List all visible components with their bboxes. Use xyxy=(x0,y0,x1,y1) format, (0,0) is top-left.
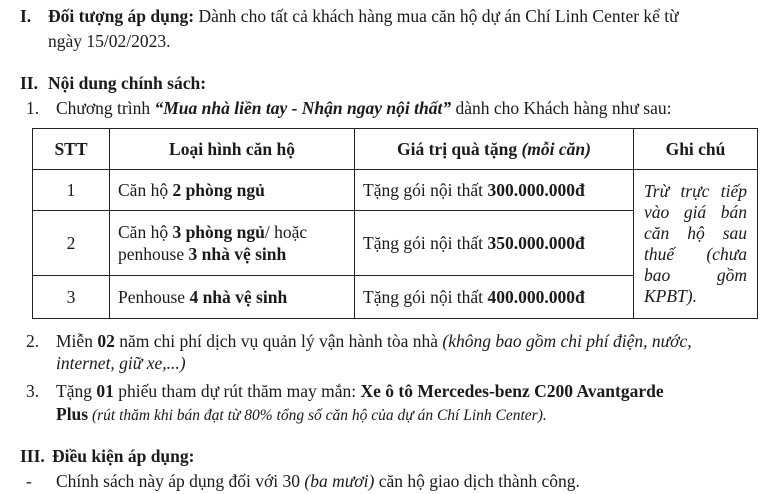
section-1-line1 xyxy=(48,5,679,27)
section-3-heading xyxy=(20,445,45,467)
item-3-line2 xyxy=(56,403,547,427)
section-2-title: Nội dung chính sách: xyxy=(48,73,207,93)
item-3-prize: Xe ô tô Mercedes-benz C200 Avantgarde xyxy=(360,381,664,401)
section-3-italic: (ba mươi) xyxy=(304,471,375,491)
row-1-value-pre: Tặng gói nội thất xyxy=(363,180,488,200)
item-3-mid: phiếu tham dự rút thăm may mắn: xyxy=(113,381,361,401)
section-1-text: Dành cho tất cả khách hàng mua căn hộ dự án Chí Linh Center kể từ xyxy=(194,6,679,26)
section-2-number: II. xyxy=(20,73,38,93)
item-2-line2 xyxy=(56,352,186,374)
row-3-type-bold: 4 nhà vệ sinh xyxy=(189,287,288,307)
section-1-date: ngày 15/02/2023. xyxy=(48,31,171,51)
row-3-value xyxy=(355,276,634,319)
item-1-text xyxy=(56,97,671,119)
section-1-line2 xyxy=(48,30,171,52)
item-3-number: 3. xyxy=(26,381,40,401)
header-value-text: Giá trị quà tặng xyxy=(397,139,522,159)
row-1-value xyxy=(355,170,634,211)
item-1-number: 1. xyxy=(26,98,40,118)
row-2-type-post: / hoặc xyxy=(264,222,308,242)
section-1-heading xyxy=(20,5,31,27)
header-type: Loại hình căn hộ xyxy=(110,129,355,170)
section-2-title-wrap xyxy=(48,72,206,94)
row-1-stt: 1 xyxy=(33,170,110,211)
item-2-mid: năm chi phí dịch vụ quản lý vận hành tòa nhà xyxy=(114,331,443,351)
item-2-number: 2. xyxy=(26,331,40,351)
item-1-pre: Chương trình xyxy=(56,98,155,118)
row-2-type-bold: 3 phòng ngủ xyxy=(172,222,265,242)
row-2-value-pre: Tặng gói nội thất xyxy=(363,233,488,253)
item-3-count: 01 xyxy=(96,381,114,401)
section-3-bullet: - xyxy=(26,471,32,491)
section-3-post: căn hộ giao dịch thành công. xyxy=(374,471,580,491)
header-value xyxy=(355,129,634,170)
row-2-type-line2-pre: penhouse xyxy=(118,244,189,264)
header-stt: STT xyxy=(33,129,110,170)
program-name: “Mua nhà liền tay - Nhận ngay nội thất” xyxy=(154,98,452,118)
item-3-prize-plus: Plus xyxy=(56,404,89,424)
item-1-post: dành cho Khách hàng như sau: xyxy=(451,98,672,118)
row-1-type-bold: 2 phòng ngủ xyxy=(172,180,265,200)
item-2-line1 xyxy=(56,330,692,352)
item-2-pre: Miễn xyxy=(56,331,98,351)
row-3-stt: 3 xyxy=(33,276,110,319)
section-3-text xyxy=(56,470,580,492)
row-1-type xyxy=(110,170,355,211)
row-2-type-line2-bold: 3 nhà vệ sinh xyxy=(188,244,287,264)
row-2-type-pre: Căn hộ xyxy=(118,222,173,242)
item-2-years: 02 xyxy=(97,331,115,351)
section-3-pre: Chính sách này áp dụng đối với 30 xyxy=(56,471,305,491)
item-2-italic-2: internet, giữ xe,...) xyxy=(56,353,186,373)
row-3-type xyxy=(110,276,355,319)
section-2-heading xyxy=(20,72,38,94)
item-3-condition: (rút thăm khi bán đạt từ 80% tổng số căn hộ của dự án Chí Linh Center). xyxy=(88,407,547,424)
note-cell: Trừ trực tiếp vào giá bán căn hộ sau thuế (chưa bao gồm KPBT). xyxy=(634,170,758,319)
table-row xyxy=(33,170,758,211)
row-2-value-amount: 350.000.000đ xyxy=(487,233,585,253)
row-2-stt: 2 xyxy=(33,211,110,276)
row-2-value xyxy=(355,211,634,276)
policy-table xyxy=(32,128,758,319)
item-2-italic-1: (không bao gồm chi phí điện, nước, xyxy=(442,331,692,351)
item-3-pre: Tặng xyxy=(56,381,97,401)
row-3-value-pre: Tặng gói nội thất xyxy=(363,287,488,307)
section-1-number: I. xyxy=(20,6,32,26)
section-3-title: Điều kiện áp dụng: xyxy=(52,446,195,466)
row-2-type xyxy=(110,211,355,276)
table-header-row xyxy=(33,129,758,170)
header-value-italic: (mỗi căn) xyxy=(521,139,591,159)
row-3-type-pre: Penhouse xyxy=(118,287,190,307)
row-1-value-amount: 300.000.000đ xyxy=(487,180,585,200)
section-3-title-wrap xyxy=(52,445,194,467)
section-1-title: Đối tượng áp dụng: xyxy=(48,6,195,26)
header-note: Ghi chú xyxy=(634,129,758,170)
row-3-value-amount: 400.000.000đ xyxy=(487,287,585,307)
section-3-number: III. xyxy=(20,446,45,466)
item-3-line1 xyxy=(56,380,664,402)
row-1-type-pre: Căn hộ xyxy=(118,180,173,200)
